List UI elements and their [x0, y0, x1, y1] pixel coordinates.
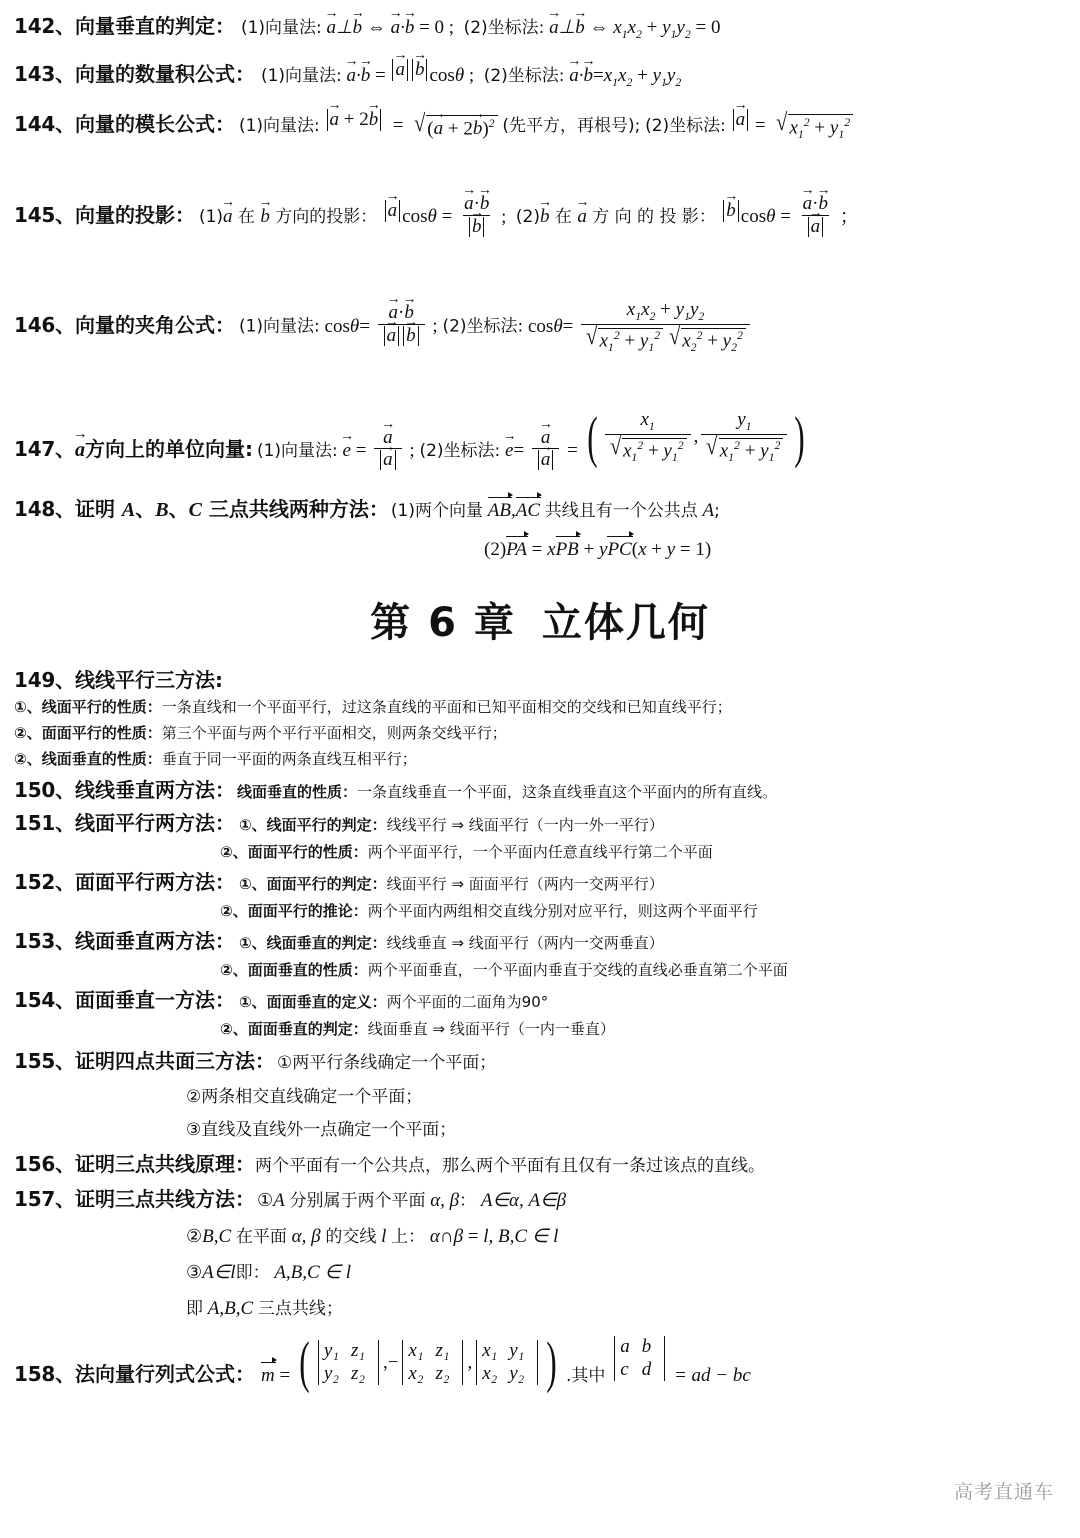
- sub-text: 两个平面垂直，一个平面内垂直于交线的直线必垂直第二个平面: [367, 961, 788, 980]
- item-number: 154、: [14, 988, 75, 1013]
- watermark: 高考直通车: [953, 1481, 1054, 1503]
- formula-item-150: [14, 774, 1066, 803]
- formula-item-144: [14, 108, 1066, 172]
- formula-item-156: [14, 1148, 1066, 1177]
- part1-label: (1)a → 在 b → 方向的投影：: [199, 207, 383, 227]
- sub-mark: ①、: [14, 698, 42, 717]
- formula-item-158: [14, 1336, 1066, 1387]
- formula-145-1: a → cosθ = $\frac{a \to\cdot b \to}{b}$ →: [383, 206, 501, 227]
- formula-item-142: [14, 10, 1066, 58]
- sub-name: 线面垂直的判定：: [266, 934, 387, 953]
- sub-mark: ②、: [220, 1020, 248, 1039]
- chapter-prefix: 第 6 章: [370, 600, 516, 647]
- item-158-middle-text: .其中: [566, 1366, 606, 1387]
- formula-143-2: $a \to\cdot b \to=x_1x_2 + y_1y_2$: [569, 65, 681, 86]
- sub-text: 第三个平面与两个平行平面相交，则两条交线平行；: [161, 724, 507, 743]
- sub-text: 线线平行 ⇒ 线面平行（一内一外一平行）: [386, 816, 664, 835]
- formula-142-1: a →⊥b → ⇔ a →·b → = 0: [327, 17, 449, 38]
- item-148-line2: (2)PA = xPB + yPC(x + y = 1): [484, 539, 712, 561]
- sub-name: 线面垂直的性质：: [236, 783, 357, 802]
- item-147-content: (1)向量法: e → = $\frac{a \to}{a}$ → ; (2)坐标法: e →= $\frac{a \to}{a}$ → = ( $x_1$ √ $x_1^2 + y_1^2$ , $y_1$ √ $x_1^2 + y_1^2$ ): [257, 410, 809, 475]
- sub-text: 线面垂直 ⇒ 线面平行（一内一垂直）: [367, 1020, 615, 1039]
- sub-mark: ①、: [238, 816, 267, 835]
- part1-label: (1)向量法:: [260, 66, 342, 86]
- item-number: 152、: [14, 870, 75, 895]
- item-145-trailing: ；: [839, 206, 859, 228]
- item-number: 146、: [14, 312, 75, 337]
- sub-text: 一条直线垂直一个平面，这条直线垂直这个平面内的所有直线。: [356, 783, 777, 802]
- sub-name: 面面平行的判定：: [266, 875, 387, 894]
- item-title: 证明四点共面三方法：: [74, 1049, 275, 1074]
- sub-text: 线面平行 ⇒ 面面平行（两内一交两平行）: [386, 875, 664, 894]
- item-142-content: (1)向量法: a →⊥b → ⇔ a →·b → = 0 ; (2)坐标法: a →⊥b → ⇔ $x_1x_2 + y_1y_2 = 0$: [241, 13, 721, 42]
- item-149-sub-3: [14, 748, 1066, 769]
- sub-name: 线面平行的判定：: [266, 816, 387, 835]
- formula-item-143: [14, 58, 1066, 106]
- item-number: 149、: [14, 668, 75, 693]
- formula-147-1: e → = $\frac{a \to}{a}$ →: [343, 440, 410, 461]
- formula-146-1: cosθ= a →·b → a → b →: [325, 316, 433, 337]
- sub-text: 两个平面的二面角为90°: [386, 993, 549, 1012]
- formula-142-2: a →⊥b → ⇔ $x_1x_2 + y_1y_2 = 0$: [549, 17, 720, 38]
- item-title: 向量垂直的判定：: [74, 14, 235, 38]
- item-title: 向量的夹角公式：: [74, 312, 235, 337]
- item-157-line-2: ②B,C 在平面 α, β 的交线 l 上： α∩β = l, B,C ∈ l: [186, 1226, 559, 1248]
- sub-name: 面面垂直的判定：: [247, 1020, 368, 1039]
- formula-item-153: [14, 925, 1066, 954]
- item-146-content: (1)向量法: cosθ= a →·b → a → b → ; (2)坐标法: cosθ= $x_1x_2 + y_1y_2$ √ $x_1^2 + y_1^2$ √ $x_2^2 + y_2^2$: [239, 300, 753, 355]
- determinant-3: x₁ y₁ x₂ y₂: [473, 1340, 541, 1385]
- formula-item-147: [14, 410, 1066, 475]
- determinant-2: x₁ z₁ x₂ z₂: [399, 1340, 466, 1385]
- item-number: 156、: [14, 1152, 75, 1177]
- item-number: 145、: [14, 203, 75, 228]
- item-title: 向量的投影：: [74, 203, 195, 228]
- item-number: 144、: [14, 112, 75, 136]
- item-number: 155、: [14, 1049, 75, 1074]
- item-number: 148、: [14, 497, 75, 522]
- part2-label: (2)坐标法:: [463, 18, 545, 38]
- sub-text: 两个平面平行，一个平面内任意直线平行第二个平面: [367, 843, 713, 862]
- formula-146-2: cosθ= $x_1x_2 + y_1y_2$ √ $x_1^2 + y_1^2$ √ $x_2^2 + y_2^2$: [528, 316, 753, 337]
- item-title: 线面垂直两方法：: [74, 929, 235, 954]
- item-145-content: (1)a → 在 b → 方向的投影： a → cosθ = $\frac{a \to\cdot b \to}{b}$ → ; (2)b → 在 a → 方 向 的 投 影： b → cosθ = $\frac{a \to\cdot b \to}{a}$ → ；: [199, 194, 859, 242]
- part2-label: (2)坐标法:: [483, 66, 565, 86]
- formula-item-146: [14, 300, 1066, 364]
- item-154-sub-2: [14, 1018, 1066, 1039]
- item-155-line-2: ②两条相交直线确定一个平面；: [186, 1087, 423, 1108]
- sub-name: 线面垂直的性质：: [41, 750, 162, 769]
- sub-name: 面面平行的推论：: [247, 902, 368, 921]
- item-title: 证明 A、B、C 三点共线两种方法：: [74, 497, 389, 522]
- item-147-title-math: a →: [75, 439, 85, 462]
- item-number: 147、: [14, 436, 75, 461]
- part1-label: (1)向量法:: [256, 440, 338, 461]
- item-143-content: (1)向量法: a →·b → = a → b → cosθ ; (2)坐标法: $a \to\cdot b \to=x_1x_2 + y_1y_2$: [261, 59, 681, 90]
- formula-145-2: b → cosθ = $\frac{a \to\cdot b \to}{a}$ →: [721, 206, 839, 227]
- sub-mark: ②、: [220, 961, 248, 980]
- item-number: 153、: [14, 929, 75, 954]
- item-144-note: (先平方，再根号);: [502, 116, 641, 136]
- sub-name: 面面垂直的性质：: [247, 961, 368, 980]
- formula-item-152: [14, 866, 1066, 895]
- formula-item-151: [14, 807, 1066, 836]
- formula-item-155: [14, 1045, 1066, 1074]
- part1-label: (1)向量法:: [238, 116, 320, 136]
- item-156-text: 两个平面有一个公共点，那么两个平面有且仅有一条过该点的直线。: [254, 1156, 765, 1177]
- item-149-sub-2: [14, 722, 1066, 743]
- item-157-line-4: 即 A,B,C 三点共线；: [186, 1298, 343, 1320]
- chapter-title: 立体几何: [541, 600, 710, 647]
- item-title: 面面平行两方法：: [74, 870, 235, 895]
- sub-name: 面面平行的性质：: [247, 843, 368, 862]
- sub-mark: ②、: [14, 724, 42, 743]
- part2-label: (2)b → 在 a → 方 向 的 投 影：: [516, 207, 721, 227]
- sub-name: 面面平行的性质：: [41, 724, 162, 743]
- chapter-heading: [14, 591, 1066, 648]
- item-148-line1: (1)两个向量 AB,AC 共线且有一个公共点 A;: [390, 500, 720, 522]
- item-number: 143、: [14, 62, 75, 86]
- part1-label: (1)向量法:: [240, 18, 322, 38]
- item-number: 150、: [14, 778, 75, 803]
- item-157-line-1: ①A 分别属于两个平面 α, β： A∈α, A∈β: [256, 1190, 567, 1212]
- part1-label: (1)向量法:: [238, 316, 320, 337]
- item-title: 证明三点共线方法：: [74, 1187, 255, 1212]
- sub-mark: ②、: [14, 750, 42, 769]
- determinant-4: a b c d: [611, 1336, 668, 1381]
- formula-144-1: a → + 2 b → = √ (a → + 2b →)$^2$: [325, 115, 503, 136]
- item-149-sub-1: [14, 696, 1066, 717]
- formula-147-2: e →= $\frac{a \to}{a}$ → = ( $x_1$ √ $x_1^2 + y_1^2$ , $y_1$ √ $x_1^2 + y_1^2$ ): [505, 440, 809, 461]
- formula-item-157: [14, 1183, 1066, 1212]
- part2-label: (2)坐标法:: [419, 440, 501, 461]
- sub-mark: ②、: [220, 902, 248, 921]
- determinant-1: ( y₁ z₁ y₂ z₂: [315, 1340, 382, 1385]
- item-title: 向量的模长公式：: [74, 112, 235, 136]
- sub-mark: ②、: [220, 843, 248, 862]
- sub-text: 垂直于同一平面的两条直线互相平行；: [161, 750, 417, 769]
- sub-name: 线面平行的性质：: [41, 698, 162, 717]
- item-title: 面面垂直一方法：: [74, 988, 235, 1013]
- formula-item-145: [14, 194, 1066, 258]
- sub-mark: ①、: [238, 875, 267, 894]
- sub-mark: ①、: [238, 993, 267, 1012]
- item-number: 151、: [14, 811, 75, 836]
- sub-text: 一条直线和一个平面平行，过这条直线的平面和已知平面相交的交线和已知直线平行；: [161, 698, 732, 717]
- item-151-sub-2: [14, 841, 1066, 862]
- item-title: a →方向上的单位向量:: [75, 433, 253, 462]
- det-2-sign: −: [387, 1351, 399, 1373]
- item-155-line-1: ①两平行条线确定一个平面；: [276, 1053, 497, 1074]
- formula-item-154: [14, 984, 1066, 1013]
- item-152-sub-2: [14, 900, 1066, 921]
- item-155-line-3: ③直线及直线外一点确定一个平面；: [186, 1120, 457, 1141]
- part2-label: (2)坐标法:: [645, 116, 726, 136]
- item-title: 线面平行两方法：: [74, 811, 235, 836]
- formula-item-148: [14, 493, 1066, 522]
- item-number: 157、: [14, 1187, 75, 1212]
- formula-143-1: a →·b → = a → b → cosθ: [347, 65, 469, 86]
- sub-mark: ①、: [238, 934, 267, 953]
- item-158-result: = ad − bc: [673, 1365, 751, 1387]
- item-157-line-3: ③A∈l即： A,B,C ∈ l: [186, 1262, 352, 1284]
- item-number: 142、: [14, 14, 75, 38]
- sub-text: 两个平面内两组相交直线分别对应平行，则这两个平面平行: [367, 902, 758, 921]
- item-title: 证明三点共线原理：: [74, 1152, 255, 1177]
- formula-item-149: [14, 664, 1066, 693]
- item-144-content: [239, 109, 853, 142]
- sub-name: 面面垂直的定义：: [266, 993, 387, 1012]
- item-title: 法向量行列式公式：: [74, 1362, 255, 1387]
- item-title: 线线平行三方法:: [74, 668, 223, 693]
- item-153-sub-2: [14, 959, 1066, 980]
- item-title: 向量的数量积公式：: [74, 62, 255, 86]
- item-title: 线线垂直两方法：: [74, 778, 235, 803]
- sub-text: 线线垂直 ⇒ 线面平行（两内一交两垂直）: [386, 934, 664, 953]
- formula-144-2: a → = √ $x_1^2 + y_1^2$: [731, 115, 853, 136]
- item-number: 158、: [14, 1362, 75, 1387]
- part2-label: (2)坐标法:: [442, 316, 524, 337]
- item-158-formula: m = ( y₁ z₁ y₂ z₂ , − x₁ z₁ x₂ z₂ , x₁ y₁ x₂ y₂ ) .其中 a b c d = ad − bc: [261, 1336, 751, 1387]
